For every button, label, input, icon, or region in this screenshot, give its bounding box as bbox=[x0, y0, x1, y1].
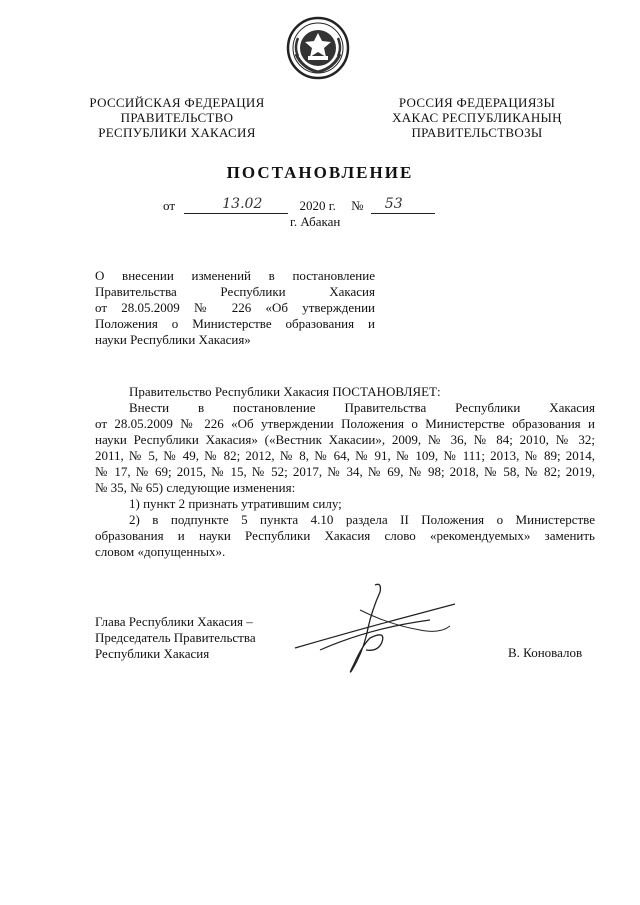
body-line: № 35, № 65) следующие изменения: bbox=[95, 480, 296, 495]
body-line: науки Республики Хакасия» («Вестник Хакасии», 2009, № 36, № 84; 2010, № 32; bbox=[95, 432, 595, 447]
header-left-line: РОССИЙСКАЯ ФЕДЕРАЦИЯ bbox=[89, 95, 265, 110]
city: г. Абакан bbox=[290, 214, 341, 229]
item-2-line: 2) в подпункте 5 пункта 4.10 раздела II Положения о Министерстве bbox=[129, 512, 595, 527]
subject-line: науки Республики Хакасия» bbox=[95, 332, 251, 347]
position-line: Председатель Правительства bbox=[95, 630, 256, 645]
header-left-line: РЕСПУБЛИКИ ХАКАСИЯ bbox=[98, 125, 256, 140]
header-right-block bbox=[352, 95, 602, 140]
signatory-position bbox=[95, 614, 256, 662]
subject-block bbox=[95, 268, 375, 348]
number-blank bbox=[371, 196, 435, 214]
document-title: ПОСТАНОВЛЕНИЕ bbox=[226, 163, 414, 182]
body-line: от 28.05.2009 № 226 «Об утверждении Положения о Министерстве образования и bbox=[95, 416, 595, 431]
subject-line: О внесении изменений в постановление bbox=[95, 268, 375, 283]
coat-of-arms-emblem-icon bbox=[286, 16, 350, 80]
header-right-line: ХАКАС РЕСПУБЛИКАНЫҢ bbox=[392, 110, 562, 125]
header-right-line: ПРАВИТЕЛЬСТВОЗЫ bbox=[411, 125, 543, 140]
date-prefix: от bbox=[163, 198, 176, 213]
body-text bbox=[95, 384, 595, 560]
signatory-name: В. Коновалов bbox=[508, 645, 583, 660]
position-line: Глава Республики Хакасия – bbox=[95, 614, 253, 629]
date-blank bbox=[184, 196, 288, 214]
handwritten-date: 13.02 bbox=[222, 196, 263, 212]
header-left-line: ПРАВИТЕЛЬСТВО bbox=[120, 110, 234, 125]
body-line: 2011, № 5, № 49, № 82; 2012, № 8, № 64, № 91, № 109, № 111; 2013, № 89; 2014, bbox=[95, 448, 595, 463]
handwritten-number: 53 bbox=[384, 196, 403, 212]
header-left-block bbox=[62, 95, 292, 140]
date-number-line bbox=[163, 198, 435, 214]
subject-line: Правительства Республики Хакасия bbox=[95, 284, 375, 299]
item-2-line: словом «допущенных». bbox=[95, 544, 226, 559]
body-line: № 17, № 69; 2015, № 15, № 52; 2017, № 34, № 69, № 98; 2018, № 58, № 82; 2019, bbox=[95, 464, 595, 479]
handwritten-signature bbox=[290, 580, 460, 680]
item-2-line: образования и науки Республики Хакасия слово «рекомендуемых» заменить bbox=[95, 528, 595, 543]
header-right-line: РОССИЯ ФЕДЕРАЦИЯЗЫ bbox=[398, 95, 556, 110]
subject-line: от 28.05.2009 № 226 «Об утверждении bbox=[95, 300, 375, 315]
number-sign: № bbox=[351, 198, 364, 213]
position-line: Республики Хакасия bbox=[95, 646, 210, 661]
body-line: Внести в постановление Правительства Республики Хакасия bbox=[129, 400, 595, 415]
date-year: 2020 г. bbox=[299, 198, 336, 213]
item-1: 1) пункт 2 признать утратившим силу; bbox=[129, 496, 342, 511]
decree-line: Правительство Республики Хакасия ПОСТАНОВЛЯЕТ: bbox=[129, 384, 441, 399]
subject-line: Положения о Министерстве образования и bbox=[95, 316, 375, 331]
